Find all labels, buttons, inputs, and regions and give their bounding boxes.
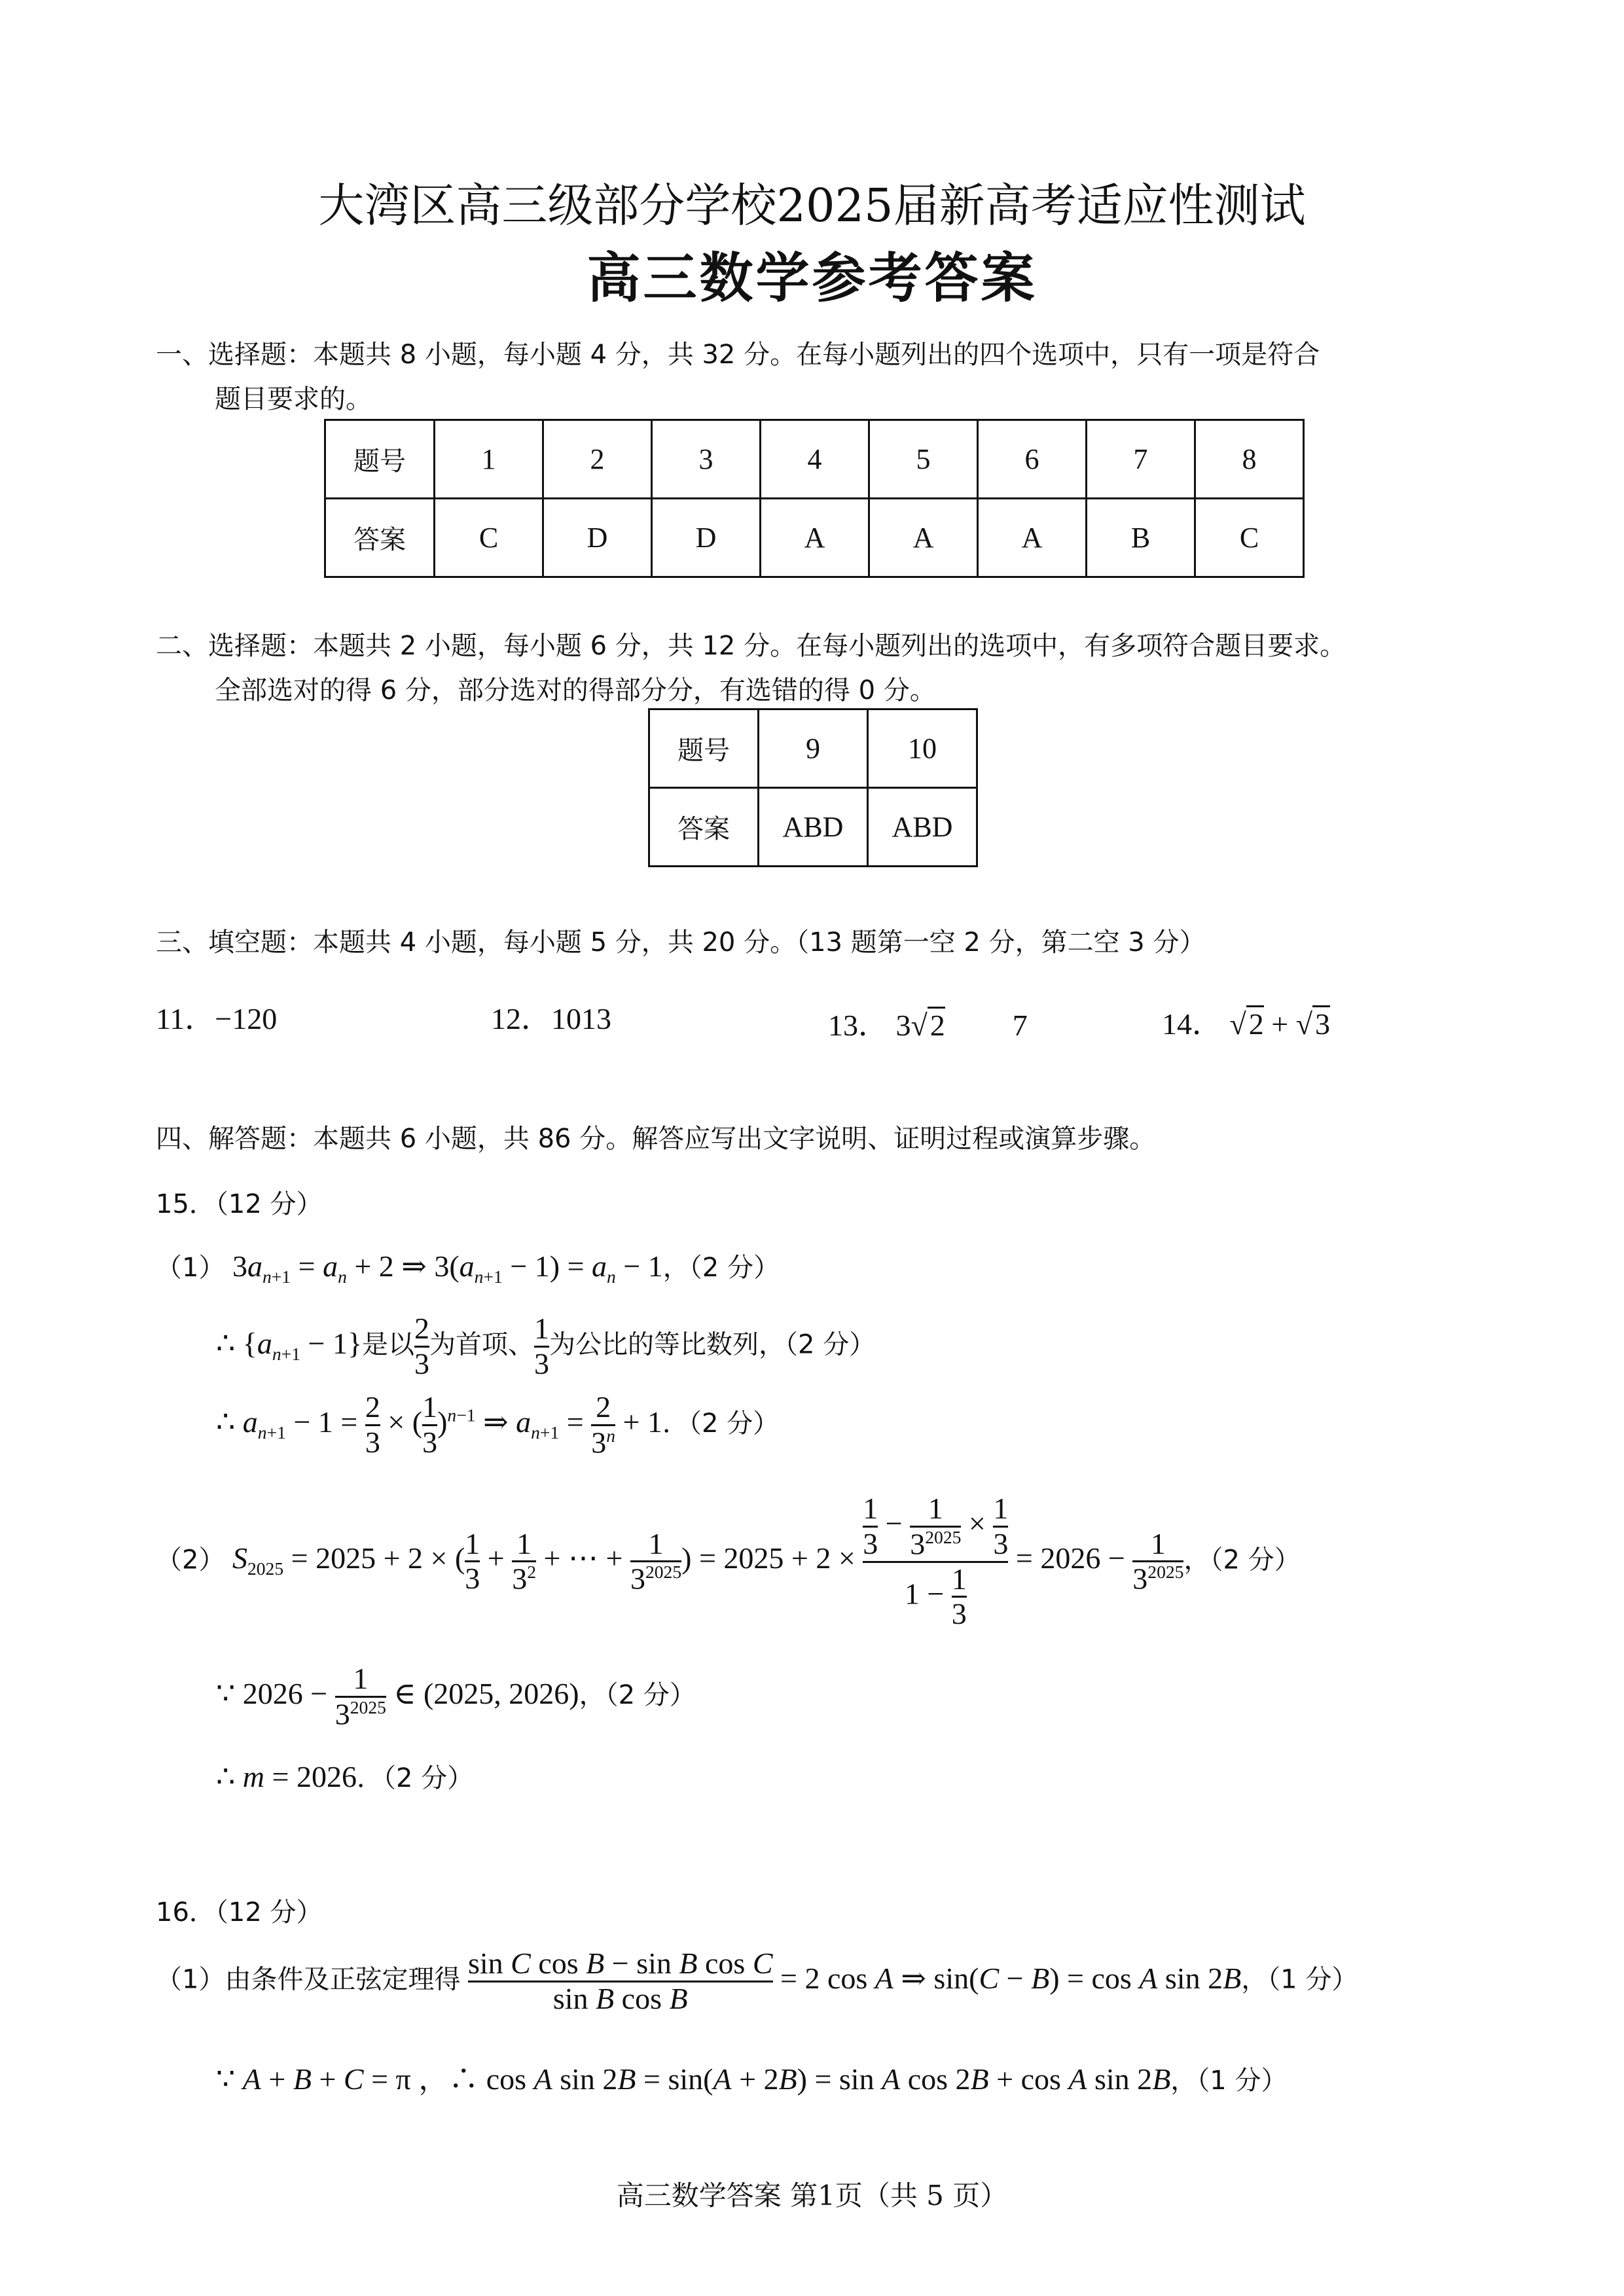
table-cell: D	[543, 499, 652, 577]
answer-value: 3	[895, 1009, 911, 1042]
table-cell: A	[761, 499, 869, 577]
score-note: ，（1 分）	[1170, 2066, 1288, 2096]
table-row	[649, 709, 977, 788]
score-note: ，（2 分）	[579, 1679, 696, 1710]
answer-radicand: 3	[1312, 1005, 1330, 1041]
answer-number: 12．	[491, 1002, 551, 1035]
mc-answer-table	[324, 419, 1305, 578]
table-row	[325, 499, 1304, 577]
table-row-label: 答案	[649, 788, 759, 867]
fraction: $\frac{2}{3}$	[414, 1312, 430, 1380]
fraction: $\frac{1}{3}$	[534, 1312, 550, 1380]
table-cell: ABD	[759, 788, 868, 867]
q15-part1-line2	[216, 1312, 875, 1380]
table-cell: B	[1087, 499, 1195, 577]
math-expression: $3a_{n+1} = a_n + 2$ ⇒ $3(a_{n+1} - 1) = a_n - 1$	[232, 1249, 663, 1287]
table-cell: 1	[435, 420, 543, 499]
answer-number: 13．	[828, 1009, 888, 1042]
q15-part2-line1	[156, 1492, 1301, 1631]
table-cell: 3	[652, 420, 761, 499]
part-label: （1）由条件及正弦定理得	[156, 1964, 461, 1995]
text-fragment: 是以	[362, 1329, 415, 1360]
math-expression: ∴ m = 2026	[216, 1760, 357, 1793]
score-note: 为公比的等比数列，（2 分）	[549, 1329, 876, 1360]
q16-part1-line2	[216, 2055, 1287, 2098]
table-cell: 7	[1087, 420, 1195, 499]
table-row	[325, 420, 1304, 499]
section3-heading: 三、填空题：本题共 4 小题，每小题 5 分，共 20 分。（13 题第一空 2 分，第二空 3 分）	[156, 927, 1206, 958]
q16-part1-line1	[156, 1947, 1358, 2015]
answer-operator: +	[1271, 1007, 1289, 1041]
table-cell: 4	[761, 420, 869, 499]
math-expression: ∵ 2026 − $\frac{1}{3^{2025}}$ ∈ (2025, 2026)	[216, 1662, 579, 1731]
math-expression: ∴ $a_{n+1} - 1$ = $\frac{2}{3}$ × ( $\frac{1}{3}$ )$^{n-1}$ ⇒ $a_{n+1}$ = $\frac{2}{3^n}$ + 1	[216, 1390, 662, 1459]
answer-13: 13． 3√2 7	[828, 1001, 1028, 1045]
part-label: （1）	[156, 1253, 225, 1283]
math-expression: $\frac{\text{sin C cos B − sin B cos C}}{\text{sin B cos B}}$ = 2 cos A ⇒ sin(C − B) = cos A sin 2B	[467, 1946, 1242, 2015]
answer-radicand: 2	[928, 1007, 945, 1042]
table-cell: 8	[1195, 420, 1304, 499]
section1-heading-cont: 题目要求的。	[215, 384, 372, 414]
score-note: ．（2 分）	[356, 1763, 474, 1793]
table-cell: D	[652, 499, 761, 577]
answer-14: 14． √2 + √3	[1162, 1000, 1330, 1043]
table-row-label: 题号	[649, 709, 759, 788]
q15-part1-line3	[216, 1391, 779, 1460]
answer-value-second: 7	[1012, 1009, 1028, 1042]
table-cell: 5	[869, 420, 978, 499]
table-cell: ABD	[868, 788, 977, 867]
score-note: ，（1 分）	[1241, 1964, 1358, 1995]
table-row	[649, 788, 977, 867]
score-note: ，（2 分）	[662, 1253, 780, 1283]
section2-heading-cont: 全部选对的得 6 分，部分选对的得部分分，有选错的得 0 分。	[215, 675, 936, 706]
table-cell: 10	[868, 709, 977, 788]
section1-heading: 一、选择题：本题共 8 小题，每小题 4 分，共 32 分。在每小题列出的四个选项中，只有一项是符合	[156, 340, 1320, 370]
q16-heading: 16．（12 分）	[156, 1897, 323, 1928]
math-expression: $S_{2025} = 2025 + 2$ × ( $\frac{1}{3}$ + $\frac{1}{3^2}$ + ⋯ + $\frac{1}{3^{2025}}$ ) = 2025 + 2 × $\frac{1}{3}$ − $\frac{1}{3^{2025}}$ × $\frac{1}{3}$ 1 − $\frac{1}{3}$ = 2026 − $\frac{1}{3^{2025}}$	[232, 1492, 1184, 1631]
table-cell: A	[978, 499, 1087, 577]
page-title: 大湾区高三级部分学校2025届新高考适应性测试	[318, 179, 1306, 232]
table-row-label: 题号	[325, 420, 435, 499]
section4-heading: 四、解答题：本题共 6 小题，共 86 分。解答应写出文字说明、证明过程或演算步骤。	[156, 1124, 1156, 1154]
answer-12	[491, 995, 611, 1038]
score-note: ．（2 分）	[662, 1408, 780, 1439]
q15-heading: 15．（12 分）	[156, 1189, 323, 1219]
answer-value: 1013	[551, 1002, 611, 1035]
answer-number: 11．	[156, 1002, 215, 1035]
table-row-label: 答案	[325, 499, 435, 577]
math-expression: ∵ A + B + C = π ，∴ cos A sin 2B = sin(A + 2B) = sin A cos 2B + cos A sin 2B	[216, 2062, 1171, 2096]
table-cell: A	[869, 499, 978, 577]
page-subtitle: 高三数学参考答案	[586, 247, 1038, 310]
answer-radicand: 2	[1246, 1005, 1264, 1041]
table-cell: C	[435, 499, 543, 577]
answer-value: −120	[215, 1002, 278, 1035]
table-cell: 6	[978, 420, 1087, 499]
math-expression: ∴ $\{a_{n+1} - 1\}$	[216, 1326, 363, 1364]
text-fragment: 为首项、	[429, 1329, 535, 1360]
table-cell: 2	[543, 420, 652, 499]
q15-part2-line3	[216, 1757, 473, 1795]
table-cell: C	[1195, 499, 1304, 577]
multi-answer-table	[648, 708, 978, 867]
q15-part2-line2	[216, 1662, 696, 1731]
answer-11	[156, 995, 277, 1038]
page-footer: 高三数学答案 第1页（共 5 页）	[616, 2179, 1008, 2212]
part-label: （2）	[156, 1545, 225, 1575]
answer-number: 14．	[1162, 1007, 1222, 1041]
score-note: ，（2 分）	[1183, 1545, 1301, 1575]
section2-heading: 二、选择题：本题共 2 小题，每小题 6 分，共 12 分。在每小题列出的选项中，有多项符合题目要求。	[156, 631, 1346, 661]
table-cell: 9	[759, 709, 868, 788]
q15-part1-line1	[156, 1247, 780, 1287]
